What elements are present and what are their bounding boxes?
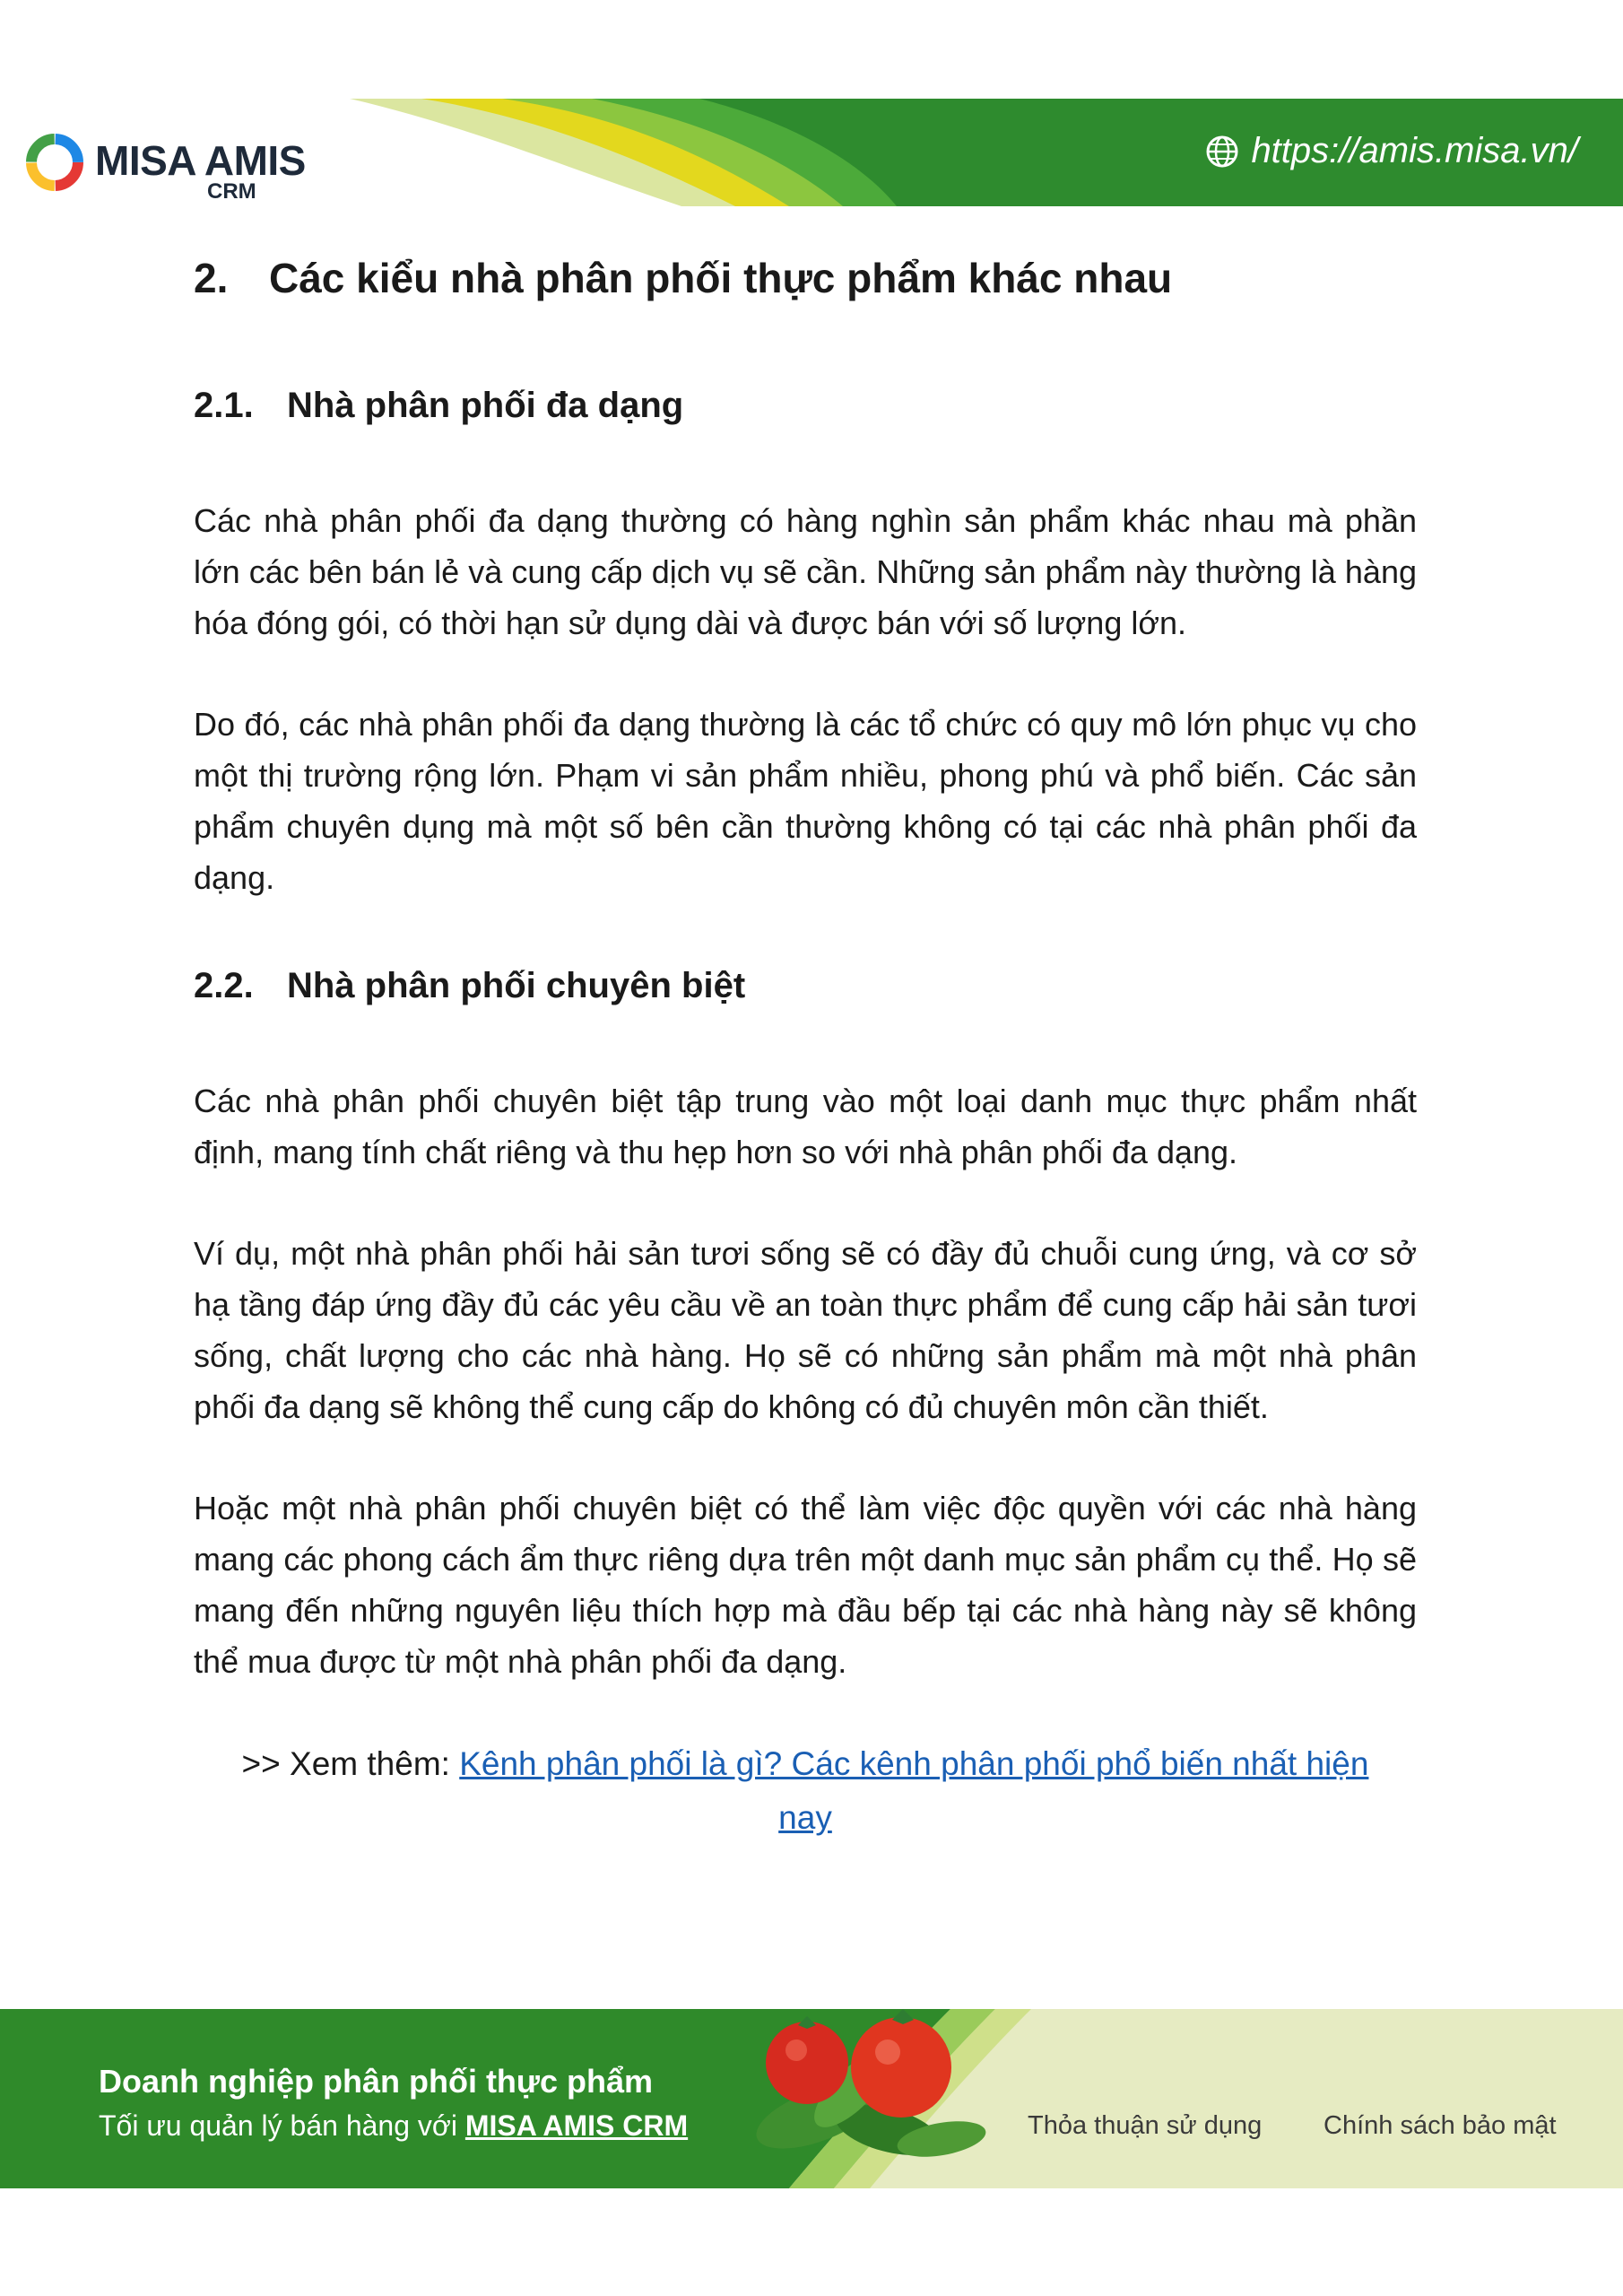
see-more-line [194,1737,1417,1845]
subsection-title: Nhà phân phối chuyên biệt [287,966,746,1005]
page-header [0,0,1623,215]
section-heading [194,242,1417,314]
footer-brand-link[interactable]: MISA AMIS CRM [464,2109,689,2142]
subsection-heading-diverse [194,378,1417,432]
section-title: Các kiểu nhà phân phối thực phẩm khác nhau [269,255,1173,301]
logo-subtext: CRM [207,179,256,204]
globe-icon [1204,134,1240,170]
website-link[interactable] [1204,131,1578,171]
paragraph: Do đó, các nhà phân phối đa dạng thường là các tổ chức có quy mô lớn phục vụ cho một thị trường rộng lớn. Phạm vi sản phẩm nhiều, phong phú và phổ biến. Các sản phẩm chuyên dụng mà một số bên cần thường không có tại các nhà phân phối đa dạng. [194,706,1417,896]
footer-subtitle [99,2109,688,2143]
subsection-heading-specialized [194,959,1417,1013]
document-body [194,242,1417,1845]
see-more-prefix: >> Xem thêm: [241,1745,460,1782]
logo-text: MISA AMIS [95,137,306,184]
section-number: 2. [194,255,229,301]
logo-ring-icon [23,131,86,194]
subsection-number: 2.1. [194,386,254,425]
page-footer [0,2009,1623,2188]
paragraph: Các nhà phân phối chuyên biệt tập trung vào một loại danh mục thực phẩm nhất định, mang tính chất riêng và thu hẹp hơn so với nhà phân phối đa dạng. [194,1083,1417,1170]
subsection-title: Nhà phân phối đa dạng [287,386,684,425]
paragraph: Ví dụ, một nhà phân phối hải sản tươi sống sẽ có đầy đủ chuỗi cung ứng, và cơ sở hạ tầng đáp ứng đầy đủ các yêu cầu về an toàn thực phẩm để cung cấp hải sản tươi sống, chất lượng cho các nhà hàng. Họ sẽ có những sản phẩm mà một nhà phân phối đa dạng sẽ không thể cung cấp do không có đủ chuyên môn cần thiết. [194,1235,1417,1425]
subsection-number: 2.2. [194,966,254,1005]
paragraph: Hoặc một nhà phân phối chuyên biệt có thể làm việc độc quyền với các nhà hàng mang các phong cách ẩm thực riêng dựa trên một danh mục sản phẩm cụ thể. Họ sẽ mang đến những nguyên liệu thích hợp mà đầu bếp tại các nhà hàng này sẽ không thể mua được từ một nhà phân phối đa dạng. [194,1490,1417,1680]
footer-title: Doanh nghiệp phân phối thực phẩm [99,2063,654,2100]
see-more-link[interactable]: Kênh phân phối là gì? Các kênh phân phối phổ biến nhất hiện nay [459,1745,1369,1836]
footer-subtitle-prefix: Tối ưu quản lý bán hàng với [99,2109,465,2142]
paragraph: Các nhà phân phối đa dạng thường có hàng nghìn sản phẩm khác nhau mà phần lớn các bên bán lẻ và cung cấp dịch vụ sẽ cần. Những sản phẩm này thường là hàng hóa đóng gói, có thời hạn sử dụng dài và được bán với số lượng lớn. [194,502,1417,641]
terms-of-use-link[interactable]: Thỏa thuận sử dụng [1028,2111,1263,2140]
privacy-policy-link[interactable]: Chính sách bảo mật [1324,2111,1557,2140]
tomato-basil-illustration [735,1982,1004,2170]
website-url: https://amis.misa.vn/ [1251,131,1578,170]
